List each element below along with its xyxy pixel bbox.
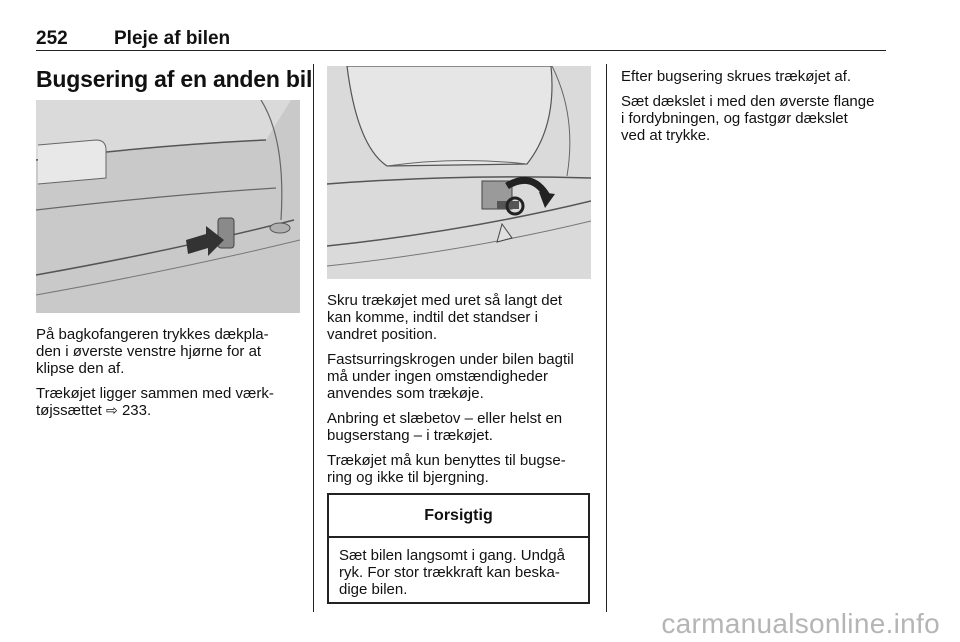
illustration-tow-eye: [327, 66, 591, 279]
caution-box: [327, 493, 590, 604]
paragraph-text: Trækøjet ligger sammen med værk- tøjssættet: [36, 385, 274, 419]
column-divider-2: [606, 64, 607, 612]
paragraph: Fastsurringskrogen under bilen bagtil må under ingen omstændigheder anvendes som trækøje.: [327, 351, 574, 402]
watermark: carmanualsonline.info: [661, 608, 940, 639]
section-title: Pleje af bilen: [114, 28, 231, 49]
paragraph: Efter bugsering skrues trækøjet af.: [621, 68, 852, 85]
paragraph: På bagkofangeren trykkes dækpla- den i øverste venstre hjørne for at klipse den af.: [36, 326, 269, 377]
paragraph: Trækøjet må kun benyttes til bugse- ring og ikke til bjergning.: [327, 452, 566, 486]
header-rule: [36, 50, 886, 51]
column-3-text: [621, 68, 891, 152]
caution-title: Forsigtig: [329, 495, 588, 538]
paragraph: Skru trækøjet med uret så langt det kan komme, indtil det standser i vandret position.: [327, 292, 563, 343]
illustration-bumper-cover: [36, 100, 300, 313]
column-1-text: [36, 326, 296, 427]
page-number: 252: [36, 28, 68, 49]
column-2-text: [327, 292, 592, 494]
paragraph: Anbring et slæbetov – eller helst en bugserstang – i trækøjet.: [327, 410, 563, 444]
page-header: [36, 28, 886, 50]
reference-arrow-icon: ⇨: [106, 402, 118, 418]
page-reference[interactable]: 233.: [121, 402, 152, 419]
paragraph: [36, 385, 296, 419]
paragraph: Sæt dækslet i med den øverste flange i fordybningen, og fastgør dækslet ved at trykke.: [621, 93, 875, 144]
caution-text: Sæt bilen langsomt i gang. Undgå ryk. For stor trækkraft kan beska- dige bilen.: [339, 547, 565, 598]
chapter-heading: Bugsering af en anden bil: [36, 66, 313, 92]
column-divider-1: [313, 64, 314, 612]
